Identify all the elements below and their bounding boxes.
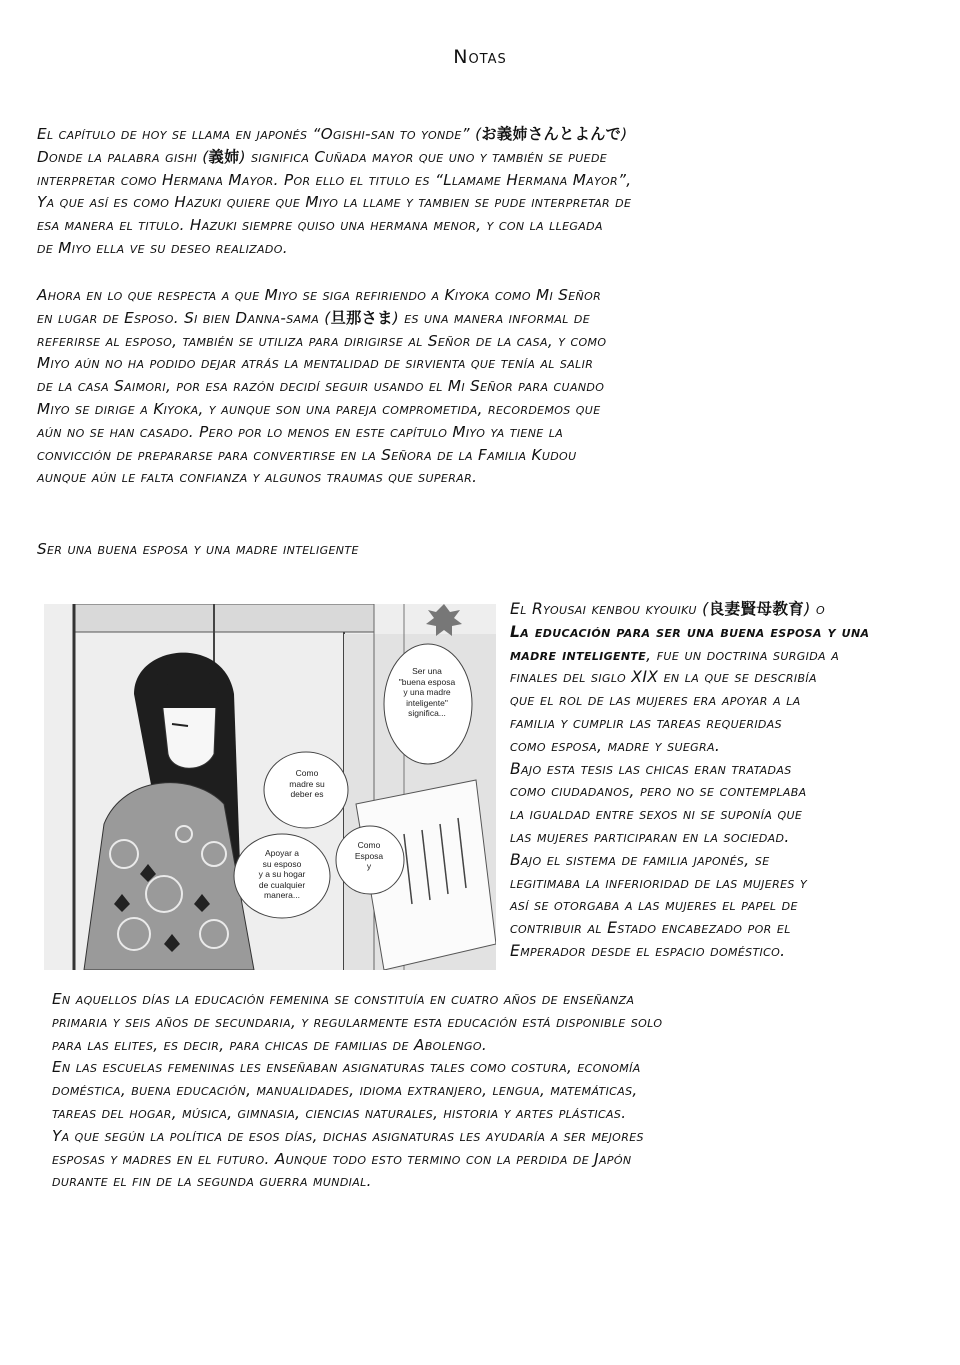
text-line: que el rol de las mujeres era apoyar a la [510, 691, 801, 710]
text-line: como esposa, madre y suegra. [510, 736, 721, 755]
text-line: El capítulo de hoy se llama en japonés “Ogishi-san to yonde” (お義姉さんとよんで) [37, 125, 628, 143]
text-line: aunque aún le falta confianza y algunos traumas que superar. [37, 468, 478, 487]
text-line: convicción de prepararse para convertirse en la Señora de la Familia Kudou [37, 445, 577, 464]
speech-bubble: Como madre su deber es [289, 768, 325, 799]
text-line: Donde la palabra gishi (義姉) significa Cuñada mayor que uno y también se puede [37, 147, 608, 166]
text-line: contribuir al Estado encabezado por el [510, 919, 791, 938]
text-line: esposas y madres en el futuro. Aunque todo esto termino con la perdida de Japón [52, 1149, 632, 1168]
text-line: interpretar como Hermana Mayor. Por ello el titulo es “Llamame Hermana Mayor”, [37, 170, 632, 189]
text-line: finales del siglo XIX en la que se describía [510, 668, 817, 687]
section-subheading: Ser una buena esposa y una madre inteligente [37, 540, 359, 558]
text-line: La educación para ser una buena esposa y una [510, 622, 870, 641]
text-line: Miyo se dirige a Kiyoka, y aunque son una pareja comprometida, recordemos que [37, 399, 601, 418]
text-line: legitimaba la inferioridad de las mujeres y [510, 873, 808, 892]
danna-sama-paragraph [37, 284, 606, 489]
text-line: Miyo aún no ha podido dejar atrás la mentalidad de sirvienta que tenía al salir [37, 354, 594, 373]
speech-bubble: Ser una "buena esposa y una madre inteligente" significa... [398, 666, 456, 718]
text-line: familia y cumplir las tareas requeridas [510, 713, 782, 732]
text-line: esa manera el titulo. Hazuki siempre quiso una hermana menor, y con la llegada [37, 216, 603, 235]
manga-panel-drawing [44, 604, 496, 970]
text-line: Bajo esta tesis las chicas eran tratadas [510, 759, 792, 778]
text-line: durante el fin de la segunda guerra mundial. [52, 1172, 372, 1191]
text-line: doméstica, buena educación, manualidades, idioma extranjero, lengua, matemáticas, [52, 1081, 638, 1100]
text-line: como ciudadanos, pero no se contemplaba [510, 782, 807, 801]
text-line: Ya que así es como Hazuki quiere que Miyo la llame y tambien se pude interpretar de [37, 193, 632, 212]
text-line: aún no se han casado. Pero por lo menos en este capítulo Miyo ya tiene la [37, 422, 564, 441]
text-line: tareas del hogar, música, gimnasia, ciencias naturales, historia y artes plásticas. [52, 1103, 627, 1122]
speech-bubble: Apoyar a su esposo y a su hogar de cualquier manera... [258, 848, 306, 900]
text-line: de la casa Saimori, por esa razón decidí seguir usando el Mi Señor para cuando [37, 377, 605, 396]
text-line: primaria y seis años de secundaria, y regularmente esta educación está disponible solo [52, 1012, 663, 1031]
text-line: Bajo el sistema de familia japonés, se [510, 850, 770, 869]
text-line: En las escuelas femeninas les enseñaban asignaturas tales como costura, economía [52, 1058, 641, 1077]
text-line: así se otorgaba a las mujeres el papel de [510, 896, 798, 915]
text-line: en lugar de Esposo. Si bien Danna-sama (旦那さま) es una manera informal de [37, 308, 591, 327]
text-line: Ya que según la política de esos días, dichas asignaturas les ayudaría a ser mejores [52, 1126, 644, 1145]
manga-panel-illustration [44, 604, 496, 970]
text-line: El Ryousai kenbou kyouiku (良妻賢母教育) o [510, 600, 825, 618]
text-line: madre inteligente, fue un doctrina surgida a [510, 645, 840, 664]
text-line: las mujeres participaran en la sociedad. [510, 827, 790, 846]
text-line: Emperador desde el espacio doméstico. [510, 941, 786, 960]
text-line: referirse al esposo, también se utiliza para dirigirse al Señor de la casa, y como [37, 331, 607, 350]
female-education-paragraph [52, 988, 662, 1193]
text-line: la igualdad entre sexos ni se suponía que [510, 805, 803, 824]
text-line: En aquellos días la educación femenina se constituía en cuatro años de enseñanza [52, 990, 635, 1008]
intro-paragraph [37, 123, 631, 260]
text-line: de Miyo ella ve su deseo realizado. [37, 238, 288, 257]
ryousai-kenbou-paragraph [510, 598, 869, 963]
speech-bubble: Como Esposa y [354, 840, 384, 871]
page-title: Notas [453, 46, 507, 68]
text-line: para las elites, es decir, para chicas de familias de Abolengo. [52, 1035, 488, 1054]
text-line: Ahora en lo que respecta a que Miyo se siga refiriendo a Kiyoka como Mi Señor [37, 286, 602, 304]
